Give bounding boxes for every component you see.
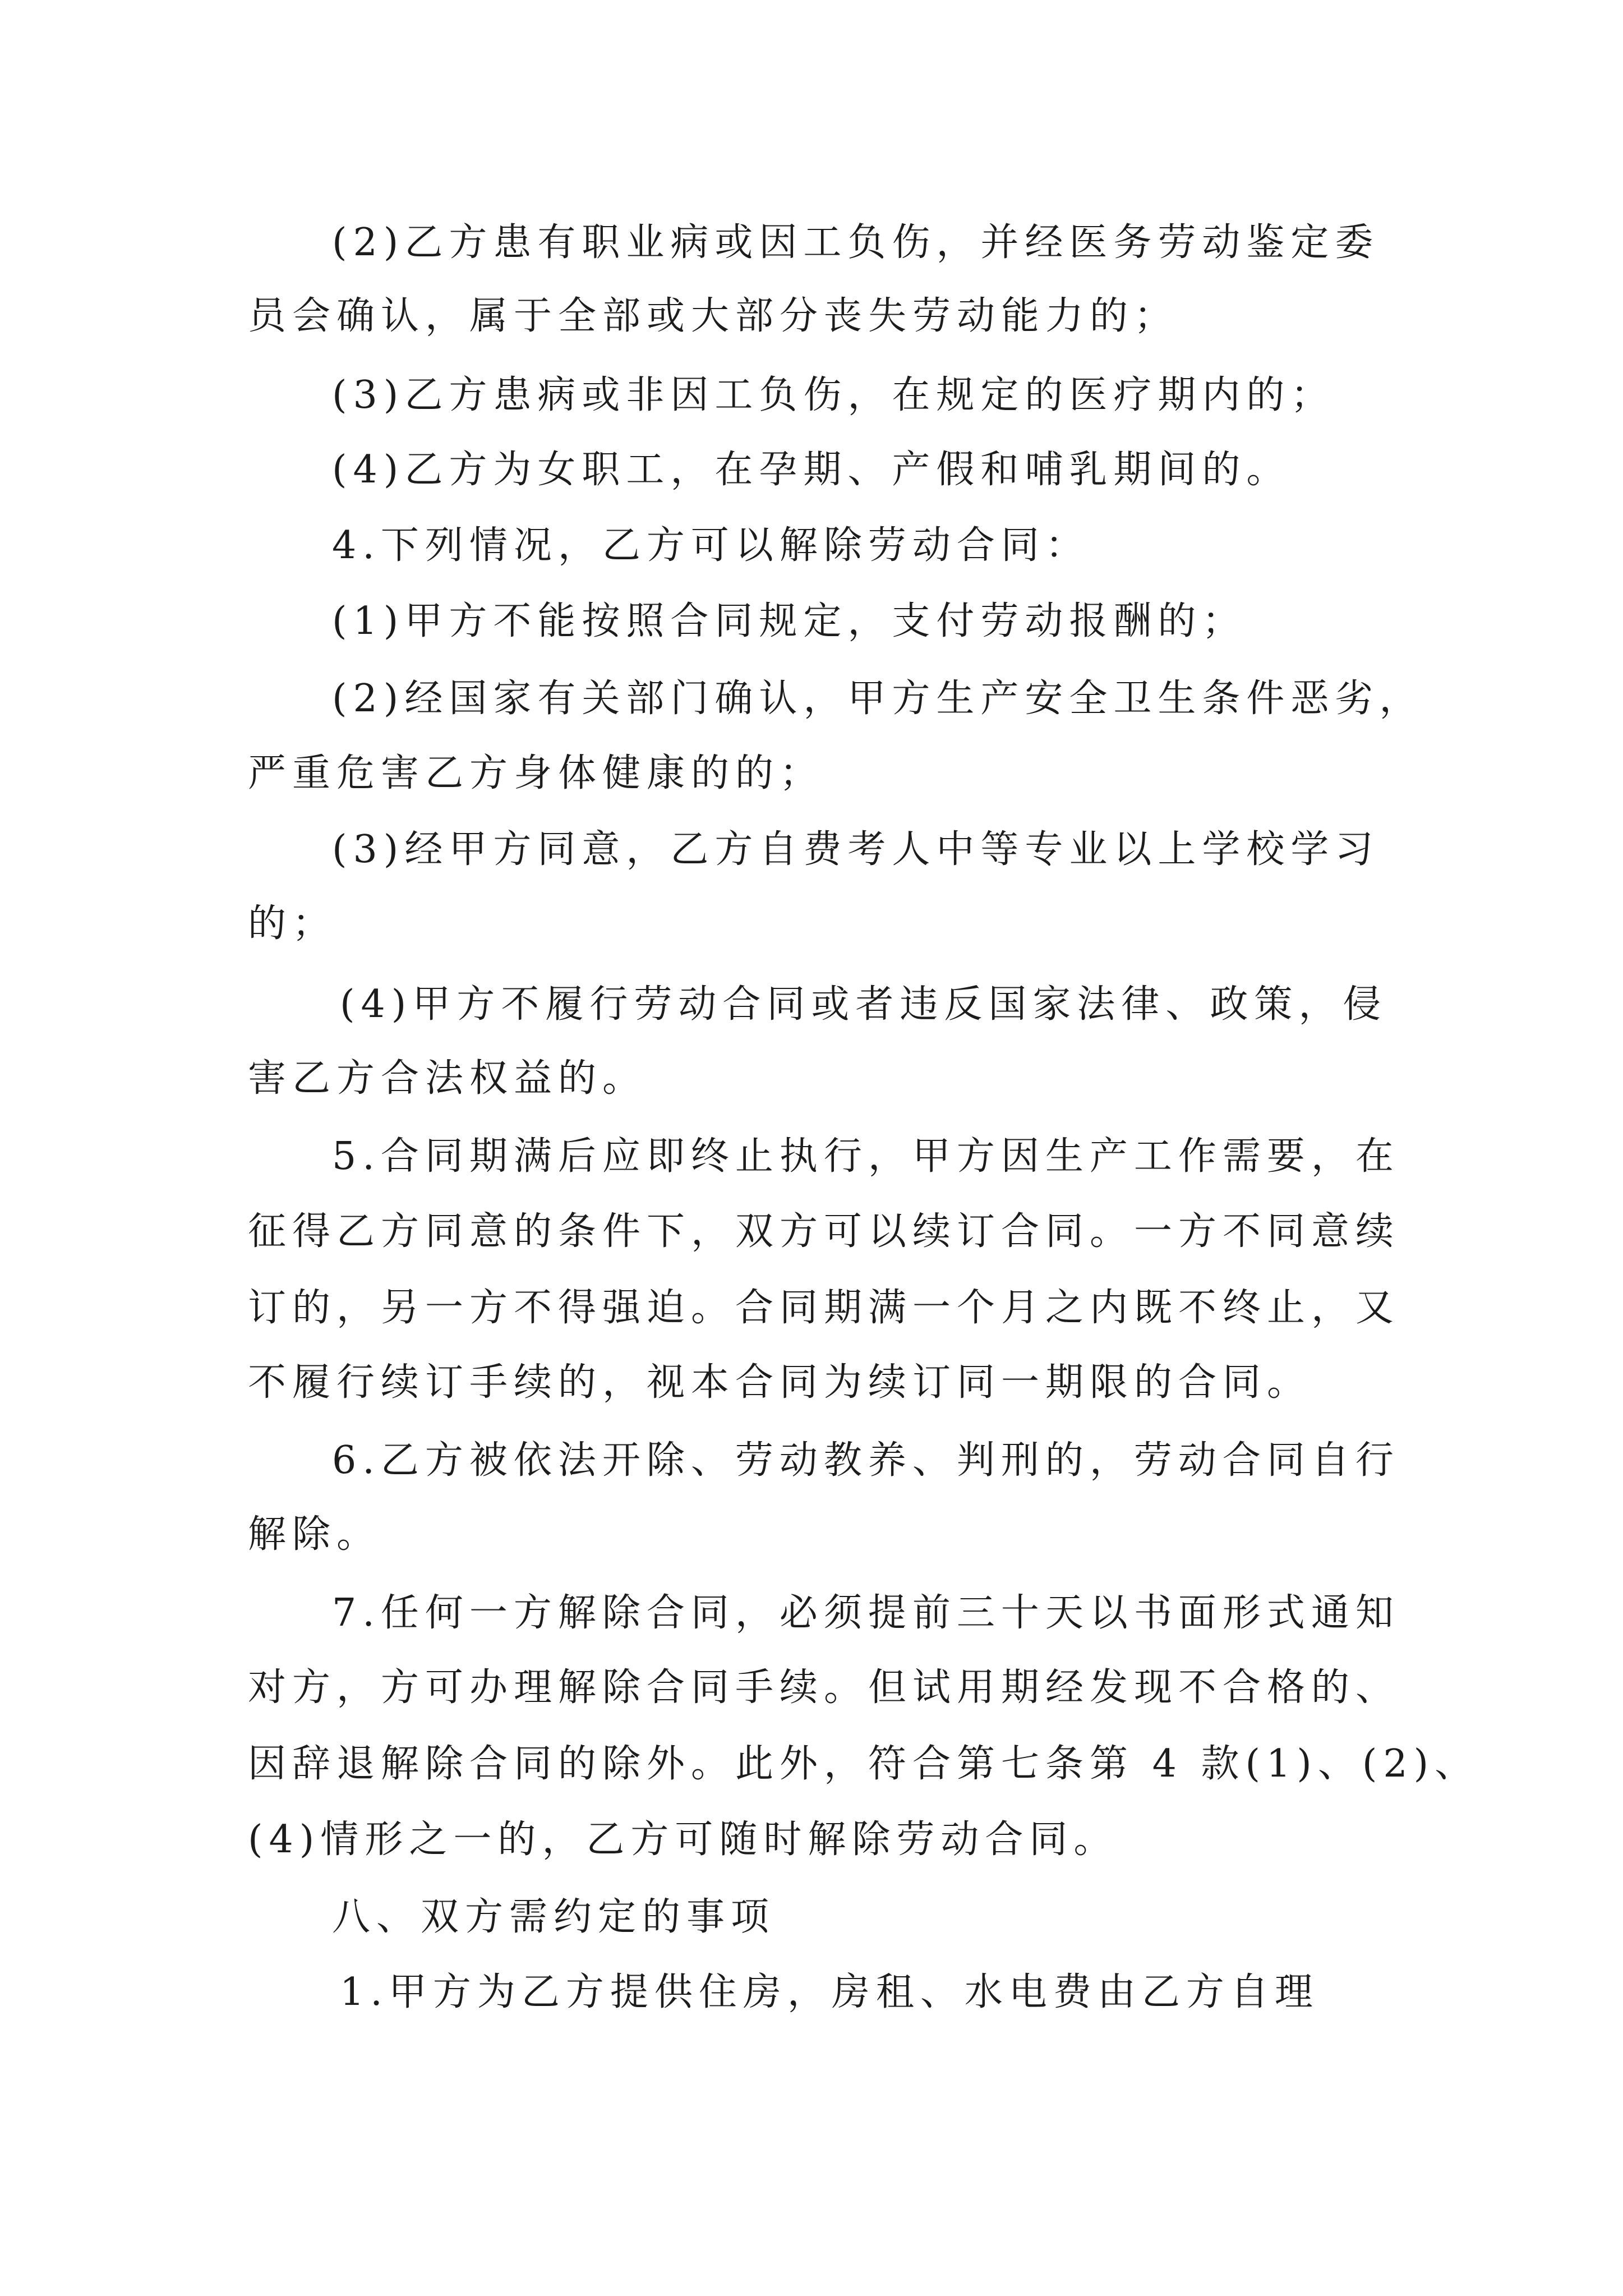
text-line: 征得乙方同意的条件下，双方可以续订合同。一方不同意续: [248, 1209, 1400, 1254]
text-line: 的；: [248, 901, 337, 946]
text-line: 对方，方可办理解除合同手续。但试用期经发现不合格的、: [248, 1665, 1400, 1710]
text-line: 7.任何一方解除合同，必须提前三十天以书面形式通知: [332, 1591, 1400, 1635]
text-line: 严重危害乙方身体健康的的；: [248, 751, 824, 795]
text-line: (4)乙方为女职工，在孕期、产假和哺乳期间的。: [332, 448, 1291, 492]
text-line: (2)乙方患有职业病或因工负伤，并经医务劳动鉴定委: [332, 220, 1380, 265]
text-line: 因辞退解除合同的除外。此外，符合第七条第 4 款(1)、(2)、: [248, 1742, 1479, 1786]
text-line: (4)情形之一的，乙方可随时解除劳动合同。: [248, 1818, 1118, 1862]
text-line: (3)经甲方同意，乙方自费考人中等专业以上学校学习: [332, 827, 1380, 872]
text-line: (3)乙方患病或非因工负伤，在规定的医疗期内的；: [332, 373, 1335, 417]
text-line: 员会确认，属于全部或大部分丧失劳动能力的；: [248, 294, 1179, 338]
text-line: 6.乙方被依法开除、劳动教养、判刑的，劳动合同自行: [332, 1438, 1400, 1483]
text-line: 解除。: [248, 1512, 381, 1557]
text-line: (4)甲方不履行劳动合同或者违反国家法律、政策，侵: [340, 982, 1387, 1027]
text-line: (2)经国家有关部门确认，甲方生产安全卫生条件恶劣，: [332, 677, 1424, 721]
text-line: 4.下列情况，乙方可以解除劳动合同：: [332, 523, 1090, 568]
text-line: 1.甲方为乙方提供住房，房租、水电费由乙方自理: [340, 1970, 1319, 2014]
text-line: (1)甲方不能按照合同规定，支付劳动报酬的；: [332, 599, 1247, 643]
section-heading: 八、双方需约定的事项: [332, 1895, 776, 1939]
text-line: 订的，另一方不得强迫。合同期满一个月之内既不终止，又: [248, 1286, 1400, 1330]
text-line: 害乙方合法权益的。: [248, 1056, 647, 1101]
text-line: 5.合同期满后应即终止执行，甲方因生产工作需要，在: [332, 1134, 1400, 1179]
text-line: 不履行续订手续的，视本合同为续订同一期限的合同。: [248, 1360, 1312, 1405]
